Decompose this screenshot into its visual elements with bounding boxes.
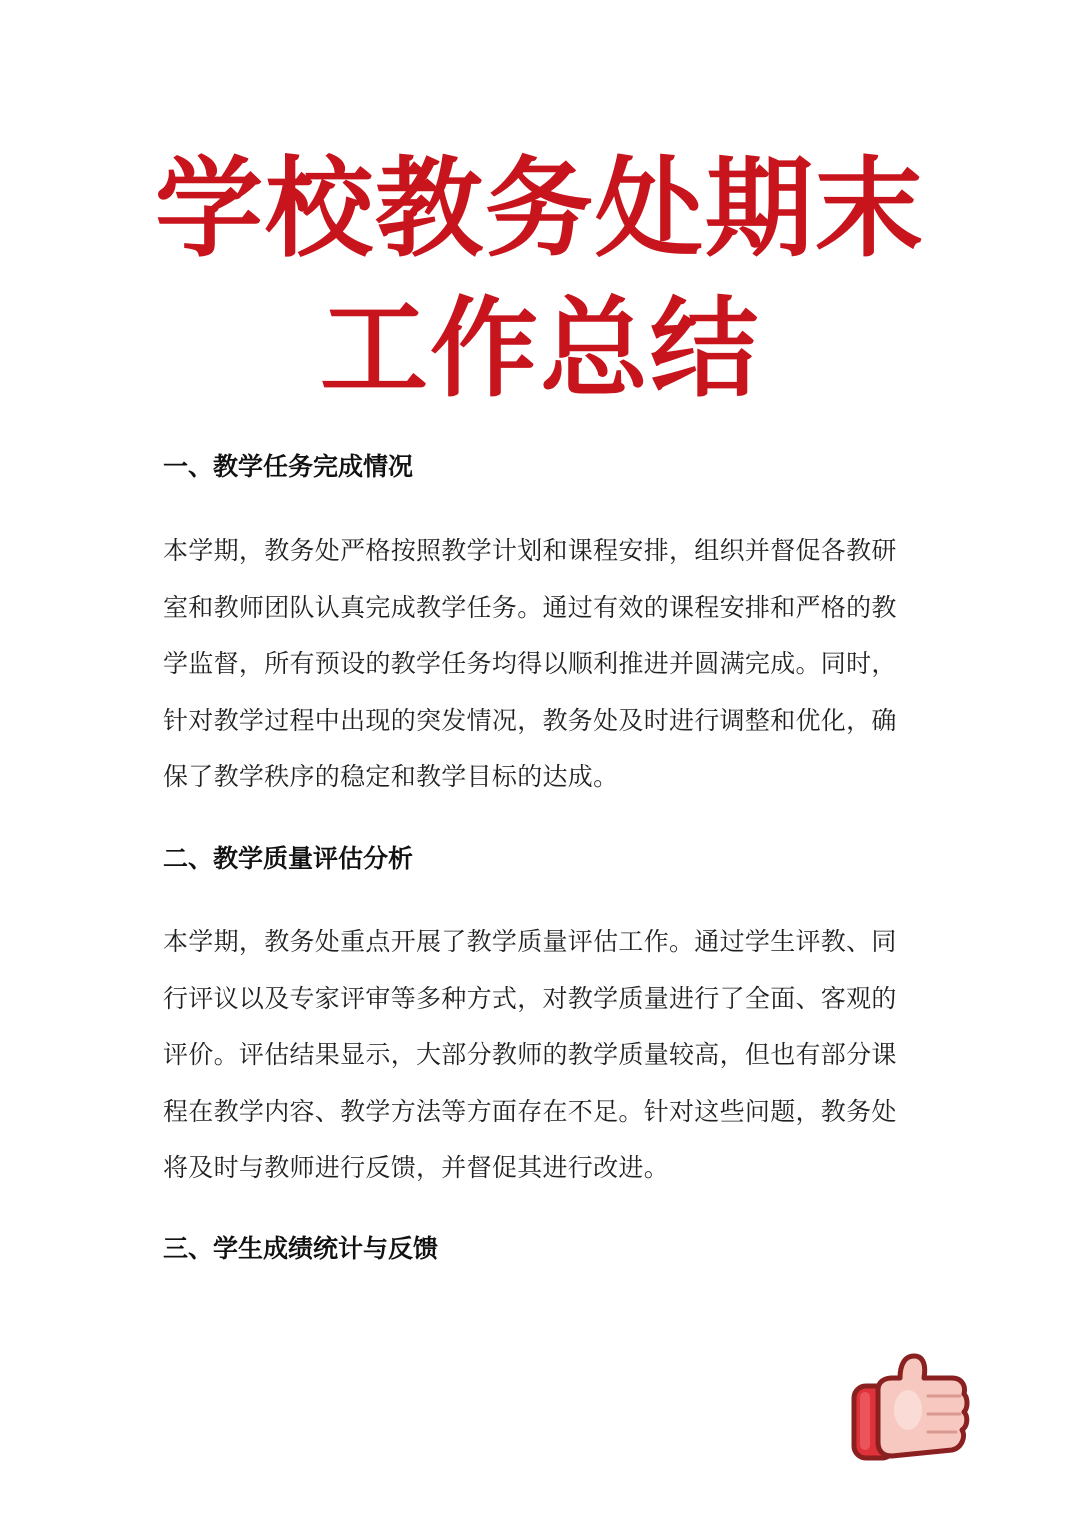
section-heading-2: 二、教学质量评估分析	[163, 844, 414, 873]
paragraph-line: 将及时与教师进行反馈，并督促其进行改进。	[163, 1153, 670, 1182]
section-heading-1: 一、教学任务完成情况	[163, 452, 414, 481]
paragraph-line: 评价。评估结果显示，大部分教师的教学质量较高，但也有部分课	[163, 1040, 897, 1069]
page-title	[0, 140, 1080, 420]
section-paragraph-2	[163, 914, 923, 1197]
paragraph-line: 学监督，所有预设的教学任务均得以顺利推进并圆满完成。同时，	[163, 649, 897, 678]
section-paragraph-1	[163, 523, 923, 806]
section-heading-3: 三、学生成绩统计与反馈	[163, 1234, 439, 1263]
paragraph-line: 室和教师团队认真完成教学任务。通过有效的课程安排和严格的教	[163, 592, 897, 622]
paragraph-line: 本学期，教务处严格按照教学计划和课程安排，组织并督促各教研	[163, 536, 897, 565]
paragraph-line: 本学期，教务处重点开展了教学质量评估工作。通过学生评教、同	[163, 927, 897, 956]
title-line-1: 学校教务处期末	[154, 147, 925, 272]
paragraph-line: 行评议以及专家评审等多种方式，对教学质量进行了全面、客观的	[163, 983, 897, 1013]
paragraph-line: 针对教学过程中出现的突发情况，教务处及时进行调整和优化，确	[163, 705, 897, 735]
paragraph-line: 程在教学内容、教学方法等方面存在不足。针对这些问题，教务处	[163, 1096, 897, 1126]
title-line-2: 工作总结	[319, 287, 760, 412]
thumbs-up-icon	[848, 1352, 972, 1464]
paragraph-line: 保了教学秩序的稳定和教学目标的达成。	[163, 762, 619, 791]
